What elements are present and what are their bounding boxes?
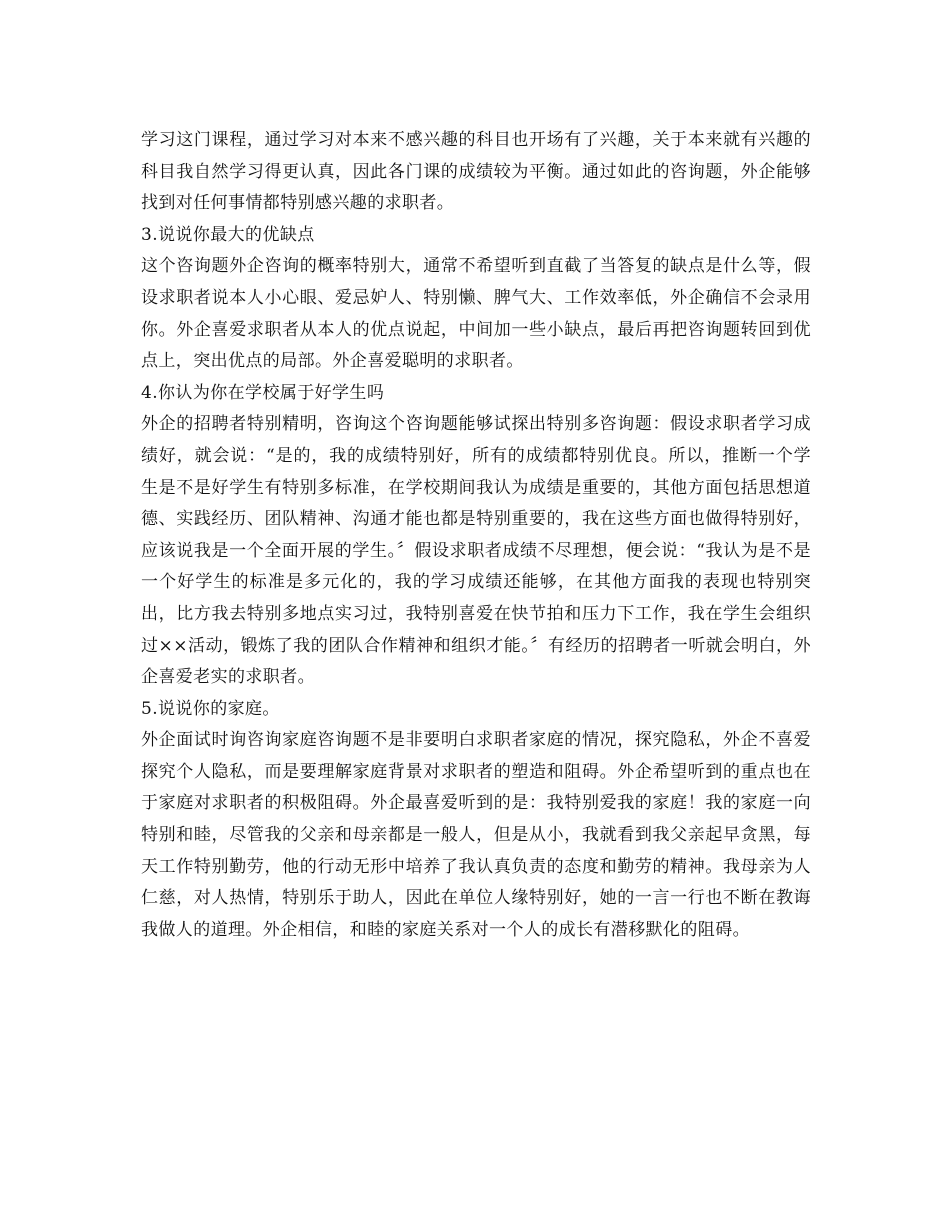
paragraph-intro-continuation: 学习这门课程，通过学习对本来不感兴趣的科目也开场有了兴趣，关于本来就有兴趣的科目我自然学习得更认真，因此各门课的成绩较为平衡。通过如此的咨询题，外企能够找到对任何事情都特别感兴趣的求职者。 [141,130,811,214]
answer-paragraph-5: 外企面试时询咨询家庭咨询题不是非要明白求职者家庭的情况，探究隐私，外企不喜爱探究个人隐私，而是要理解家庭背景对求职者的塑造和阻碍。外企希望听到的重点也在于家庭对求职者的积极阻碍。外企最喜爱听到的是：我特别爱我的家庭！我的家庭一向特别和睦，尽管我的父亲和母亲都是一般人，但是从小，我就看到我父亲起早贪黑，每天工作特别勤劳，他的行动无形中培养了我认真负责的态度和勤劳的精神。我母亲为人仁慈，对人热情，特别乐于助人，因此在单位人缘特别好，她的一言一行也不断在教诲我做人的道理。外企相信，和睦的家庭关系对一个人的成长有潜移默化的阻碍。 [141,730,811,940]
question-heading-5: 5.说说你的家庭。 [141,698,280,719]
question-heading-4: 4.你认为你在学校属于好学生吗 [141,382,385,403]
document-body [141,125,811,946]
answer-paragraph-4: 外企的招聘者特别精明，咨询这个咨询题能够试探出特别多咨询题：假设求职者学习成绩好，就会说：“是的，我的成绩特别好，所有的成绩都特别优良。所以，推断一个学生是不是好学生有特别多标准，在学校期间我认为成绩是重要的，其他方面包括思想道德、实践经历、团队精神、沟通才能也都是特别重要的，我在这些方面也做得特别好，应该说我是一个全面开展的学生。〞假设求职者成绩不尽理想，便会说：“我认为是不是一个好学生的标准是多元化的，我的学习成绩还能够，在其他方面我的表现也特别突出，比方我去特别多地点实习过，我特别喜爱在快节拍和压力下工作，我在学生会组织过××活动，锻炼了我的团队合作精神和组织才能。〞有经历的招聘者一听就会明白，外企喜爱老实的求职者。 [141,414,811,688]
question-heading-3: 3.说说你最大的优缺点 [141,224,315,245]
answer-paragraph-3: 这个咨询题外企咨询的概率特别大，通常不希望听到直截了当答复的缺点是什么等，假设求职者说本人小心眼、爱忌妒人、特别懒、脾气大、工作效率低，外企确信不会录用你。外企喜爱求职者从本人的优点说起，中间加一些小缺点，最后再把咨询题转回到优点上，突出优点的局部。外企喜爱聪明的求职者。 [141,256,811,372]
